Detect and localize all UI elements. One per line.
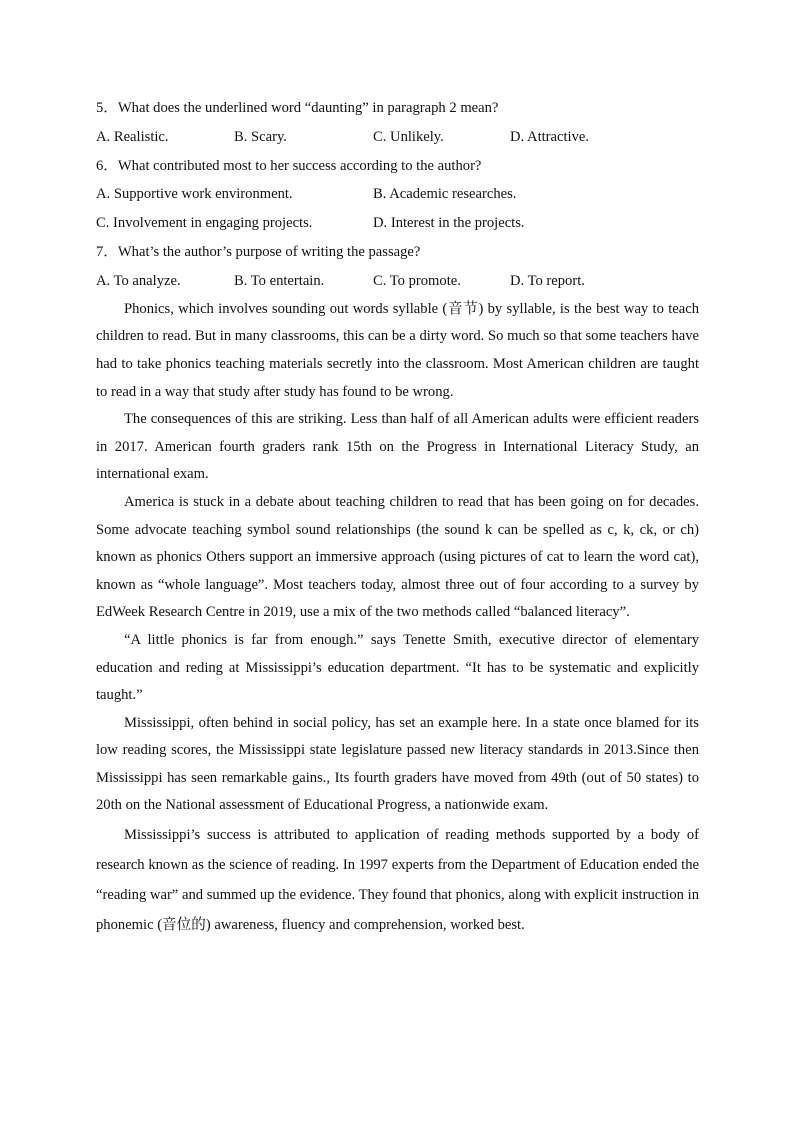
question-stem: 6．What contributed most to her success according to the author? xyxy=(96,157,482,174)
question-stem: 5．What does the underlined word “daunting” in paragraph 2 mean? xyxy=(96,100,499,116)
option-b: B. To entertain. xyxy=(234,272,325,289)
passage-paragraph: America is stuck in a debate about teaching children to read that has been going on for decades. Some advocate teaching symbol sound relationships (the sound k can be spelled as c, k, ck, or ch) known as phonics Others support an immersive approach (using pictures of cat to learn the word cat), known as “whole language”. Most teachers today, almost three out of four according to a survey by EdWeek Research Centre in 2019, use a mix of the two methods called “balanced literacy”. xyxy=(96,493,699,621)
option-d: D. Interest in the projects. xyxy=(373,215,525,232)
question-stem: 7．What’s the author’s purpose of writing the passage? xyxy=(96,244,421,261)
option-row xyxy=(96,123,699,152)
passage-paragraph: Mississippi, often behind in social policy, has set an example here. In a state once blamed for its low reading scores, the Mississippi state legislature passed new literacy standards in 2013.Since then Mississippi has seen remarkable gains., Its fourth graders have moved from 49th (out of 50 states) to 20th on the National assessment of Educational Progress, a nationwide exam. xyxy=(96,714,699,814)
option-row xyxy=(96,209,699,238)
document-page xyxy=(96,94,699,940)
option-a: A. Supportive work environment. xyxy=(96,186,293,203)
option-b: B. Scary. xyxy=(234,128,287,145)
option-c: C. Unlikely. xyxy=(373,128,444,145)
option-a: A. To analyze. xyxy=(96,272,181,289)
option-row xyxy=(96,180,699,209)
option-a: A. Realistic. xyxy=(96,128,169,145)
option-d: D. Attractive. xyxy=(510,128,590,145)
passage-paragraph: “A little phonics is far from enough.” says Tenette Smith, executive director of elementary education and reding at Mississippi’s education department. “It has to be systematic and explicitly taught.” xyxy=(96,631,699,704)
option-d: D. To report. xyxy=(510,272,585,289)
passage-paragraph: Phonics, which involves sounding out words syllable (音节) by syllable, is the best way to teach children to read. But in many classrooms, this can be a dirty word. So much so that some teachers have had to take phonics teaching materials secretly into the classroom. Most American children are taught to read in a way that study after study has found to be wrong. xyxy=(96,300,699,400)
option-b: B. Academic researches. xyxy=(373,186,517,203)
passage-paragraph: The consequences of this are striking. Less than half of all American adults were efficient readers in 2017. American fourth graders rank 15th on the Progress in International Literacy Study, an international exam. xyxy=(96,411,699,483)
option-c: C. To promote. xyxy=(373,272,461,289)
passage-paragraph: Mississippi’s success is attributed to application of reading methods supported by a body of research known as the science of reading. In 1997 experts from the Department of Education ended the “reading war” and summed up the evidence. They found that phonics, along with explicit instruction in phonemic (音位的) awareness, fluency and comprehension, worked best. xyxy=(96,827,699,934)
option-c: C. Involvement in engaging projects. xyxy=(96,215,313,232)
option-row xyxy=(96,267,699,296)
